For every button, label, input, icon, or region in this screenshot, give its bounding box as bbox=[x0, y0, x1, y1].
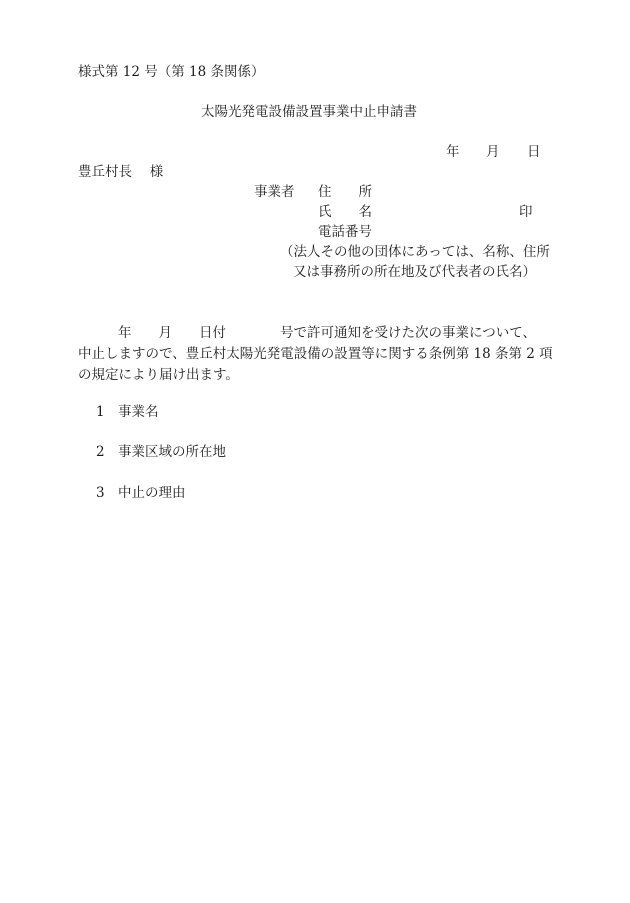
applicant-note-line2: 又は事務所の所在地及び代表者の氏名） bbox=[293, 264, 536, 280]
item-3-label: 中止の理由 bbox=[118, 485, 186, 501]
applicant-label: 事業者 bbox=[254, 184, 295, 200]
item-2-number: 2 bbox=[96, 444, 105, 460]
date-month: 月 bbox=[486, 144, 500, 160]
body-line-1: 年 月 日付 号で許可通知を受けた次の事業について、 bbox=[118, 325, 536, 341]
addressee: 豊丘村長 様 bbox=[78, 164, 164, 180]
item-1-number: 1 bbox=[96, 404, 105, 420]
document-title: 太陽光発電設備設置事業中止申請書 bbox=[201, 104, 417, 120]
item-1-label: 事業名 bbox=[118, 404, 159, 420]
item-3-number: 3 bbox=[96, 485, 105, 501]
body-line-3: の規定により届け出ます。 bbox=[78, 367, 239, 383]
seal-mark: 印 bbox=[519, 204, 533, 220]
address-label: 住 所 bbox=[318, 184, 372, 200]
name-label: 氏 名 bbox=[318, 204, 372, 220]
item-2-label: 事業区域の所在地 bbox=[118, 444, 226, 460]
date-day: 日 bbox=[527, 144, 541, 160]
date-year: 年 bbox=[446, 144, 460, 160]
phone-label: 電話番号 bbox=[318, 224, 372, 240]
form-number: 様式第 12 号（第 18 条関係） bbox=[78, 64, 265, 80]
body-line-2: 中止しますので、豊丘村太陽光発電設備の設置等に関する条例第 18 条第 2 項 bbox=[78, 346, 553, 362]
applicant-note-line1: （法人その他の団体にあっては、名称、住所 bbox=[280, 244, 550, 260]
